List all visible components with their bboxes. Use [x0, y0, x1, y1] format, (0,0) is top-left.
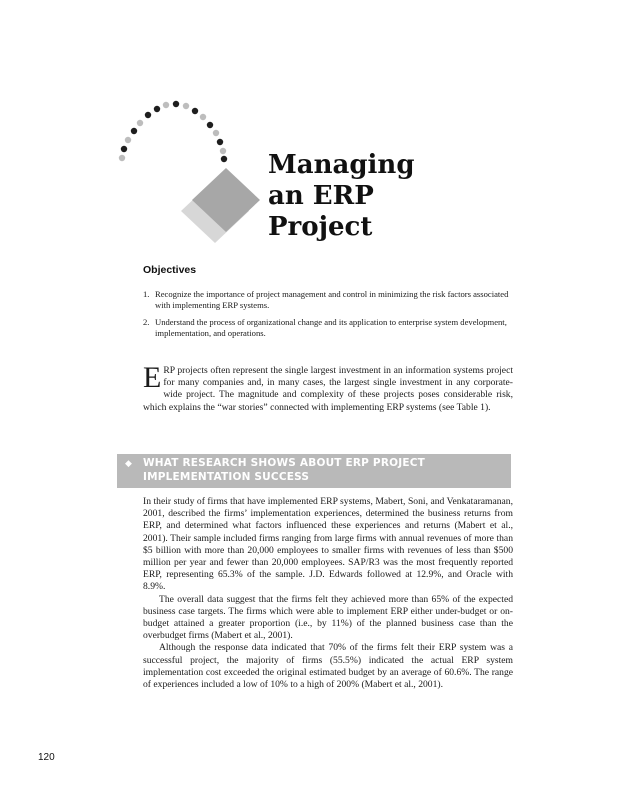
arc-dot	[220, 148, 226, 154]
arc-dot	[217, 139, 223, 145]
drop-cap: E	[143, 361, 162, 394]
arc-dot	[173, 101, 179, 107]
arc-dot	[137, 120, 143, 126]
chapter-title-line: an ERP	[268, 181, 374, 211]
chapter-title-line: Managing	[268, 150, 415, 180]
arc-dot	[213, 130, 219, 136]
objectives-heading: Objectives	[143, 264, 197, 276]
arc-dot	[183, 103, 189, 109]
body-paragraph: Although the response data indicated that 70% of the firms felt their ERP system was a successful project, the majority of firms (55.5%) indicated the actual ERP system implementation cost exceeded the original estimated budget by an average of 60.6%. The range of experiences included a low of 10% to a high of 200% (Mabert et al., 2001).	[143, 642, 513, 691]
body-paragraph: The overall data suggest that the firms felt they achieved more than 65% of the expected business case targets. The firms which were able to implement ERP either under-budget or on-budget attained a greater proportion (i.e., by 11%) of the planned business case than the overbudget firms (Mabert et al., 2001).	[143, 593, 513, 642]
section-title: WHAT RESEARCH SHOWS ABOUT ERP PROJECT IMPLEMENTATION SUCCESS	[143, 457, 425, 483]
body-text	[143, 496, 513, 691]
arc-dot	[145, 112, 151, 118]
dotted-arc-decoration	[108, 96, 238, 166]
arc-dot	[163, 102, 169, 108]
arc-dot	[207, 122, 213, 128]
diamond-decoration	[178, 158, 268, 248]
arc-dot	[125, 137, 131, 143]
objective-number: 1.	[143, 289, 150, 299]
objective-item	[143, 289, 513, 311]
objective-item	[143, 317, 513, 339]
intro-paragraph	[143, 361, 513, 414]
arc-dot	[154, 106, 160, 112]
objective-text: Recognize the importance of project management and control in minimizing the risk factors associated with implementing ERP systems.	[155, 289, 509, 310]
arc-dot	[131, 128, 137, 134]
body-paragraph: In their study of firms that have implemented ERP systems, Mabert, Soni, and Venkataramanan, 2001, described the firms’ implementation experiences, determined the business returns from ERP, and determined what factors influenced these experiences and returns (Mabert et al., 2001). Their sample included firms ranging from large firms with annual revenues of more than $5 billion with more than 20,000 employees to smaller firms with revenues of less than $500 million per year and fewer than 20,000 employees. SAP/R3 was the most frequently reported ERP, representing 65.3% of the sample. J.D. Edwards followed at 12.9%, and Oracle with 8.9%.	[143, 496, 513, 593]
intro-text: RP projects often represent the single largest investment in an information systems project for many companies and, in many cases, the largest single investment in any corporate-wide project. The magnitude and complexity of these projects poses considerable risk, which explains the “war stories” connected with implementing ERP systems (see Table 1).	[143, 365, 513, 413]
chapter-title-line: Project	[268, 212, 373, 242]
arc-dot	[192, 108, 198, 114]
arc-dot	[121, 146, 127, 152]
objectives-list	[143, 289, 513, 345]
objective-number: 2.	[143, 317, 150, 327]
objective-text: Understand the process of organizational change and its application to enterprise system development, implementation, and operations.	[155, 317, 507, 338]
page-number: 120	[38, 752, 55, 763]
arc-dot	[200, 114, 206, 120]
chapter-title	[268, 150, 518, 243]
arc-dot	[119, 155, 125, 161]
diamond-bullet-icon: ◆	[125, 459, 132, 469]
section-heading-bar	[117, 454, 511, 488]
